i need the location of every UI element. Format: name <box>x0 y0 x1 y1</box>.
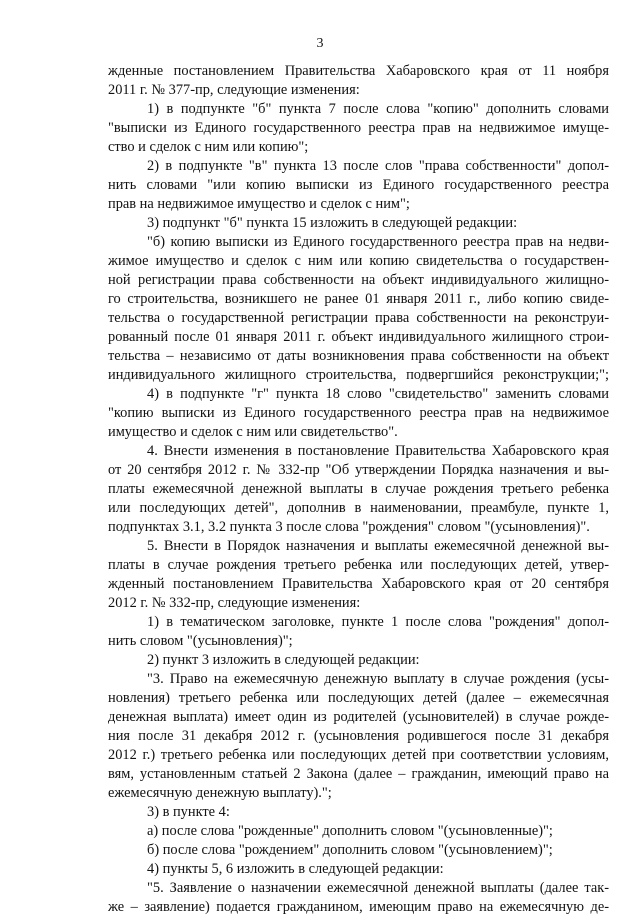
text-line: от 20 сентября 2012 г. № 332-пр "Об утверждении Порядка назначения и вы- <box>108 462 609 478</box>
text-line: вям, установленным статьей 2 Закона (далее – гражданин, имеющий право на <box>108 766 609 782</box>
text-line: прав на недвижимое имущество и сделок с ним"; <box>108 196 410 212</box>
text-line: же – заявление) подается гражданином, имеющим право на ежемесячную де- <box>108 899 609 915</box>
text-line: нить словом "(усыновления)"; <box>108 633 293 649</box>
text-line: 2011 г. № 377-пр, следующие изменения: <box>108 82 360 98</box>
text-line: индивидуального жилищного строительства, подвергшийся реконструкции;"; <box>108 367 609 383</box>
text-line: платы в случае рождения третьего ребенка или последующих детей, утвер- <box>108 557 609 573</box>
text-line: "выписки из Единого государственного реестра прав на недвижимое имуще- <box>108 120 609 136</box>
text-line: 2012 г. № 332-пр, следующие изменения: <box>108 595 361 611</box>
text-line: 1) в подпункте "б" пункта 7 после слова "копию" дополнить словами <box>147 101 609 117</box>
text-line: б) после слова "рождением" дополнить словом "(усыновлением)"; <box>147 842 553 858</box>
text-line: ния после 31 декабря 2012 г. (усыновления родившегося после 31 декабря <box>108 728 609 744</box>
page-number: 3 <box>316 36 324 51</box>
text-line: ство и сделок с ним или копию"; <box>108 139 309 155</box>
text-line: жимое имущество и сделок с ним или копию свидетельства о государствен- <box>108 253 609 269</box>
text-line: 1) в тематическом заголовке, пункте 1 после слова "рождения" допол- <box>147 614 609 630</box>
text-line: 5. Внести в Порядок назначения и выплаты ежемесячной денежной вы- <box>147 538 609 554</box>
text-line: платы ежемесячной денежной выплаты в случае рождения третьего ребенка <box>108 481 609 497</box>
text-line: денежная выплата) имеет один из родителей (усыновителей) в случае рожде- <box>108 709 609 725</box>
text-line: новления) третьего ребенка или последующих детей (далее – ежемесячная <box>108 690 609 706</box>
text-line: 3) подпункт "б" пункта 15 изложить в следующей редакции: <box>147 215 518 231</box>
text-line: 4. Внести изменения в постановление Правительства Хабаровского края <box>147 443 609 459</box>
text-line: 2012 г.) третьего ребенка или последующих детей при соответствии условиям, <box>108 747 609 763</box>
document-body <box>108 62 609 917</box>
text-line: го строительства, возникшего не ранее 01 января 2011 г., либо копию свиде- <box>108 291 609 307</box>
text-line: подпунктах 3.1, 3.2 пункта 3 после слова "рождения" словом "(усыновления)". <box>108 519 590 535</box>
text-line: ежемесячную денежную выплату)."; <box>108 785 332 801</box>
text-line: "3. Право на ежемесячную денежную выплату в случае рождения (усы- <box>147 671 609 687</box>
text-line: жденные постановлением Правительства Хабаровского края от 11 ноября <box>108 63 609 79</box>
text-line: "б) копию выписки из Единого государственного реестра прав на недви- <box>147 234 609 250</box>
text-line: тельства о государственной регистрации права собственности на реконструи- <box>108 310 609 326</box>
text-line: 3) в пункте 4: <box>147 804 230 820</box>
text-line: 2) в подпункте "в" пункта 13 после слов "права собственности" допол- <box>147 158 609 174</box>
text-line: рованный после 01 января 2011 г. объект индивидуального жилищного строи- <box>108 329 609 345</box>
text-line: 2) пункт 3 изложить в следующей редакции: <box>147 652 420 668</box>
text-line: 4) в подпункте "г" пункта 18 слово "свидетельство" заменить словами <box>147 386 609 402</box>
text-line: "5. Заявление о назначении ежемесячной денежной выплаты (далее так- <box>147 880 609 896</box>
text-line: 4) пункты 5, 6 изложить в следующей редакции: <box>147 861 444 877</box>
text-line: тельства – независимо от даты возникновения права собственности на объект <box>108 348 609 364</box>
text-line: нить словами "или копию выписки из Единого государственного реестра <box>108 177 609 193</box>
text-line: "копию выписки из Единого государственного реестра прав на недвижимое <box>108 405 609 421</box>
text-line: имущество и сделок с ним или свидетельство". <box>108 424 398 440</box>
text-line: ной регистрации права собственности на объект индивидуального жилищно- <box>108 272 609 288</box>
text-line: а) после слова "рожденные" дополнить словом "(усыновленные)"; <box>147 823 553 839</box>
text-line: жденный постановлением Правительства Хабаровского края от 20 сентября <box>108 576 609 592</box>
text-line: или последующих детей", дополнив в наименовании, преамбуле, пункте 1, <box>108 500 609 516</box>
